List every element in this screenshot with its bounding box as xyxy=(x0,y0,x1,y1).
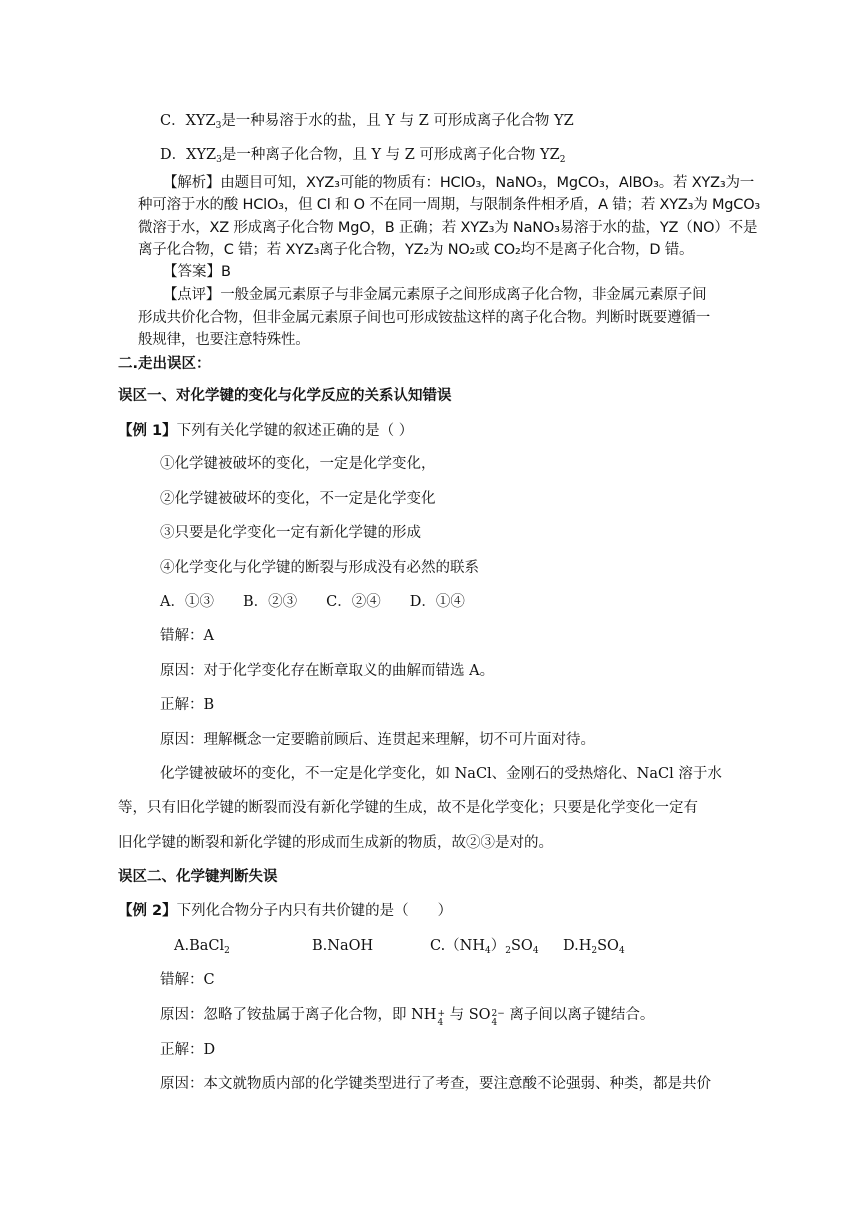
section-heading: 二.走出误区： xyxy=(118,356,211,372)
example-1-explain-2: 等，只有旧化学键的断裂而没有新化学键的生成，故不是化学变化；只要是化学变化一定有 xyxy=(118,800,698,816)
statement-3: ③只要是化学变化一定有新化学键的形成 xyxy=(160,525,421,541)
mistake-2-title: 误区二、化学键判断失误 xyxy=(118,869,278,885)
analysis-line-3: 微溶于水，XZ 形成离子化合物 MgO，B 正确；若 XYZ₃为 NaNO₃易溶于水的盐，YZ（NO）不是 xyxy=(138,220,758,236)
example-1-wrong-reason: 原因：对于化学变化存在断章取义的曲解而错选 A。 xyxy=(160,663,495,679)
example-1-question: 【例 1】下列有关化学键的叙述正确的是（ ） xyxy=(118,423,414,439)
example-1-explain-3: 旧化学键的断裂和新化学键的形成而生成新的物质，故②③是对的。 xyxy=(118,835,553,851)
example-2-choice-a: A.BaCl$_2$ xyxy=(174,938,230,956)
example-1-wrong: 错解：A xyxy=(160,628,214,644)
example-2-wrong-reason: 原因：忽略了铵盐属于离子化合物，即 NH + 4 与 SO 2− 4 离子间以离子键结合。 xyxy=(160,1007,655,1028)
example-1-right: 正解：B xyxy=(160,697,215,713)
analysis-line-2: 种可溶于水的酸 HClO₃，但 Cl 和 O 不在同一周期，与限制条件相矛盾，A 错；若 XYZ₃为 MgCO₃ xyxy=(138,197,761,213)
so4-charge: 2− 4 xyxy=(491,1009,505,1028)
analysis-line-1: 【解析】由题目可知，XYZ₃可能的物质有：HClO₃，NaNO₃，MgCO₃，AlBO₃。若 XYZ₃为一 xyxy=(163,175,755,191)
example-2-choice-b: B.NaOH xyxy=(312,938,374,954)
example-2-right-reason: 原因：本文就物质内部的化学键类型进行了考查，要注意酸不论强弱、种类，都是共价 xyxy=(160,1076,711,1092)
example-1-explain-1: 化学键被破坏的变化，不一定是化学变化，如 NaCl、金刚石的受热熔化、NaCl 溶于水 xyxy=(160,766,722,782)
analysis-line-4: 离子化合物，C 错；若 XYZ₃离子化合物，YZ₂为 NO₂或 CO₂均不是离子化合物，D 错。 xyxy=(138,242,694,258)
statement-1: ①化学键被破坏的变化，一定是化学变化， xyxy=(160,456,436,472)
answer: 【答案】B xyxy=(163,264,231,280)
example-2-wrong: 错解：C xyxy=(160,972,215,988)
nh4-charge: + 4 xyxy=(437,1009,445,1028)
option-d: D．$XYZ_3$是一种离子化合物，且 Y 与 Z 可形成离子化合物 $YZ_2$ xyxy=(160,147,566,165)
statement-4: ④化学变化与化学键的断裂与形成没有必然的联系 xyxy=(160,560,479,576)
mistake-1-title: 误区一、对化学键的变化与化学反应的关系认知错误 xyxy=(118,388,452,404)
example-1-right-reason: 原因：理解概念一定要瞻前顾后、连贯起来理解，切不可片面对待。 xyxy=(160,732,595,748)
example-2-right: 正解：D xyxy=(160,1042,216,1058)
statement-2: ②化学键被破坏的变化，不一定是化学变化 xyxy=(160,491,436,507)
option-c: C．$XYZ_3$是一种易溶于水的盐，且 Y 与 Z 可形成离子化合物 YZ xyxy=(160,113,574,131)
comment-line-1: 【点评】一般金属元素原子与非金属元素原子之间形成离子化合物，非金属元素原子间 xyxy=(163,287,707,303)
example-1-choices: A．①③ B．②③ C．②④ D．①④ xyxy=(160,594,465,610)
comment-line-3: 般规律，也要注意特殊性。 xyxy=(138,332,310,348)
comment-line-2: 形成共价化合物，但非金属元素原子间也可形成铵盐这样的离子化合物。判断时既要遵循一 xyxy=(138,310,710,326)
example-2-choice-d: $D.H_2SO_4$ xyxy=(563,938,625,956)
example-2-choice-c: $C.(NH_4)_2SO_4$ xyxy=(430,938,539,956)
example-2-question: 【例 2】下列化合物分子内只有共价键的是（ ） xyxy=(118,903,453,919)
